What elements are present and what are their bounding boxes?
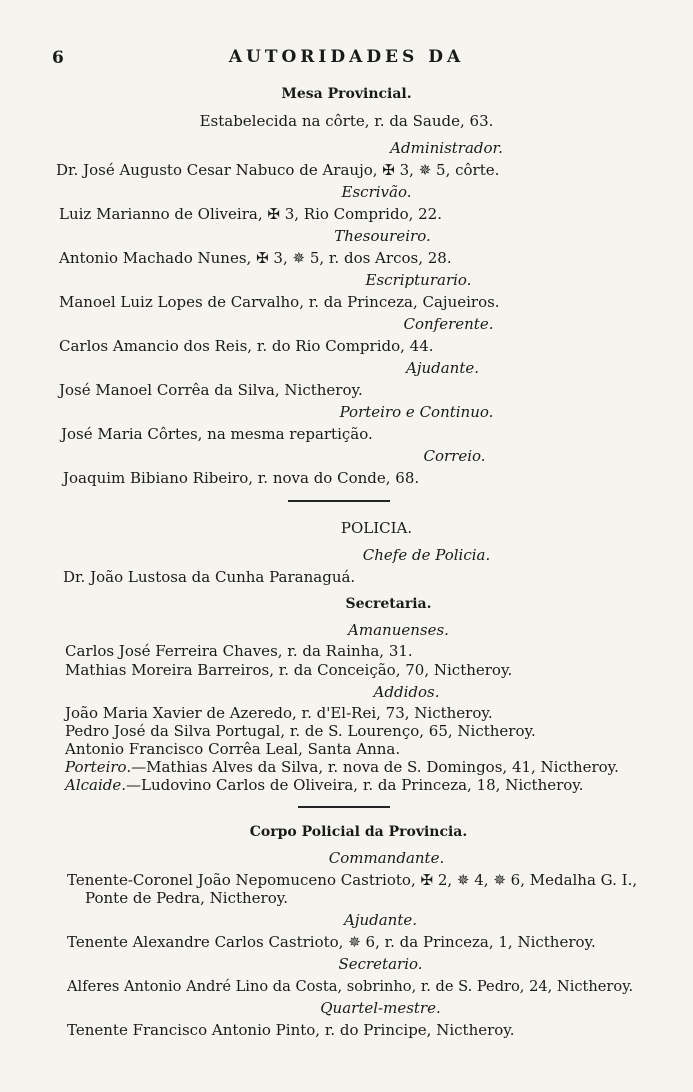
value-alcaide: —Ludovino Carlos de Oliveira, r. da Princeza, 18, Nictheroy. xyxy=(126,776,584,794)
heading-amanuenses: Amanuenses. xyxy=(348,621,449,639)
entry-alcaide xyxy=(65,777,584,794)
entry-commandante: Tenente-Coronel João Nepomuceno Castrioto, ✠ 2, ✵ 4, ✵ 6, Medalha G. I., xyxy=(67,871,638,889)
entry-amanuense: Mathias Moreira Barreiros, r. da Conceição, 70, Nictheroy. xyxy=(65,661,513,679)
entry-thesoureiro: Antonio Machado Nunes, ✠ 3, ✵ 5, r. dos Arcos, 28. xyxy=(59,249,452,267)
value-porteiro: —Mathias Alves da Silva, r. nova de S. Domingos, 41, Nictheroy. xyxy=(131,758,619,776)
entry-porteiro-continuo: José Maria Côrtes, na mesma repartição. xyxy=(61,425,373,443)
heading-thesoureiro: Thesoureiro. xyxy=(334,227,431,245)
heading-ajudante-corpo: Ajudante. xyxy=(343,911,418,929)
heading-correio: Correio. xyxy=(423,447,486,465)
entry-administrador: Dr. José Augusto Cesar Nabuco de Araujo, ✠ 3, ✵ 5, côrte. xyxy=(56,161,500,179)
entry-addido: João Maria Xavier de Azeredo, r. d'El-Rei, 73, Nictheroy. xyxy=(65,704,493,722)
heading-addidos: Addidos. xyxy=(373,683,440,701)
section-title-mesa: Mesa Provincial. xyxy=(281,86,412,102)
section-divider xyxy=(288,500,390,502)
heading-quartel-mestre: Quartel-mestre. xyxy=(320,999,441,1017)
entry-quartel-mestre: Tenente Francisco Antonio Pinto, r. do Principe, Nictheroy. xyxy=(67,1021,515,1039)
entry-commandante-cont: Ponte de Pedra, Nictheroy. xyxy=(85,889,288,907)
entry-correio: Joaquim Bibiano Ribeiro, r. nova do Conde, 68. xyxy=(63,469,420,487)
heading-chefe-policia: Chefe de Policia. xyxy=(362,546,491,564)
heading-porteiro-continuo: Porteiro e Continuo. xyxy=(339,403,494,421)
section-title-corpo-policial: Corpo Policial da Provincia. xyxy=(249,824,468,840)
label-alcaide: Alcaide. xyxy=(65,776,127,794)
entry-conferente: Carlos Amancio dos Reis, r. do Rio Comprido, 44. xyxy=(59,337,434,355)
entry-escripturario: Manoel Luiz Lopes de Carvalho, r. da Princeza, Cajueiros. xyxy=(59,293,500,311)
running-header: AUTORIDADES DA xyxy=(228,47,465,67)
heading-escrivao: Escrivão. xyxy=(341,183,412,201)
heading-secretario: Secretario. xyxy=(338,955,423,973)
heading-secretaria: Secretaria. xyxy=(345,596,432,612)
entry-ajudante-corpo: Tenente Alexandre Carlos Castrioto, ✵ 6, r. da Princeza, 1, Nictheroy. xyxy=(67,933,596,951)
section-divider xyxy=(298,806,390,808)
label-porteiro: Porteiro. xyxy=(65,758,132,776)
heading-ajudante: Ajudante. xyxy=(405,359,480,377)
entry-ajudante: José Manoel Corrêa da Silva, Nictheroy. xyxy=(59,381,363,399)
entry-amanuense: Carlos José Ferreira Chaves, r. da Rainha, 31. xyxy=(65,642,413,660)
heading-conferente: Conferente. xyxy=(403,315,494,333)
entry-addido: Pedro José da Silva Portugal, r. de S. Lourenço, 65, Nictheroy. xyxy=(65,722,536,740)
mesa-subtitle: Estabelecida na côrte, r. da Saude, 63. xyxy=(199,112,494,130)
entry-addido: Antonio Francisco Corrêa Leal, Santa Anna. xyxy=(65,740,401,758)
heading-commandante: Commandante. xyxy=(328,849,445,867)
entry-porteiro-policia xyxy=(65,759,619,776)
entry-secretario: Alferes Antonio André Lino da Costa, sobrinho, r. de S. Pedro, 24, Nictheroy. xyxy=(67,978,634,995)
heading-escripturario: Escripturario. xyxy=(365,271,472,289)
section-title-policia: POLICIA. xyxy=(340,519,413,537)
entry-escrivao: Luiz Marianno de Oliveira, ✠ 3, Rio Comprido, 22. xyxy=(59,205,442,223)
heading-administrador: Administrador. xyxy=(390,139,503,157)
page-number: 6 xyxy=(52,48,64,68)
entry-chefe-policia: Dr. João Lustosa da Cunha Paranaguá. xyxy=(63,568,356,586)
